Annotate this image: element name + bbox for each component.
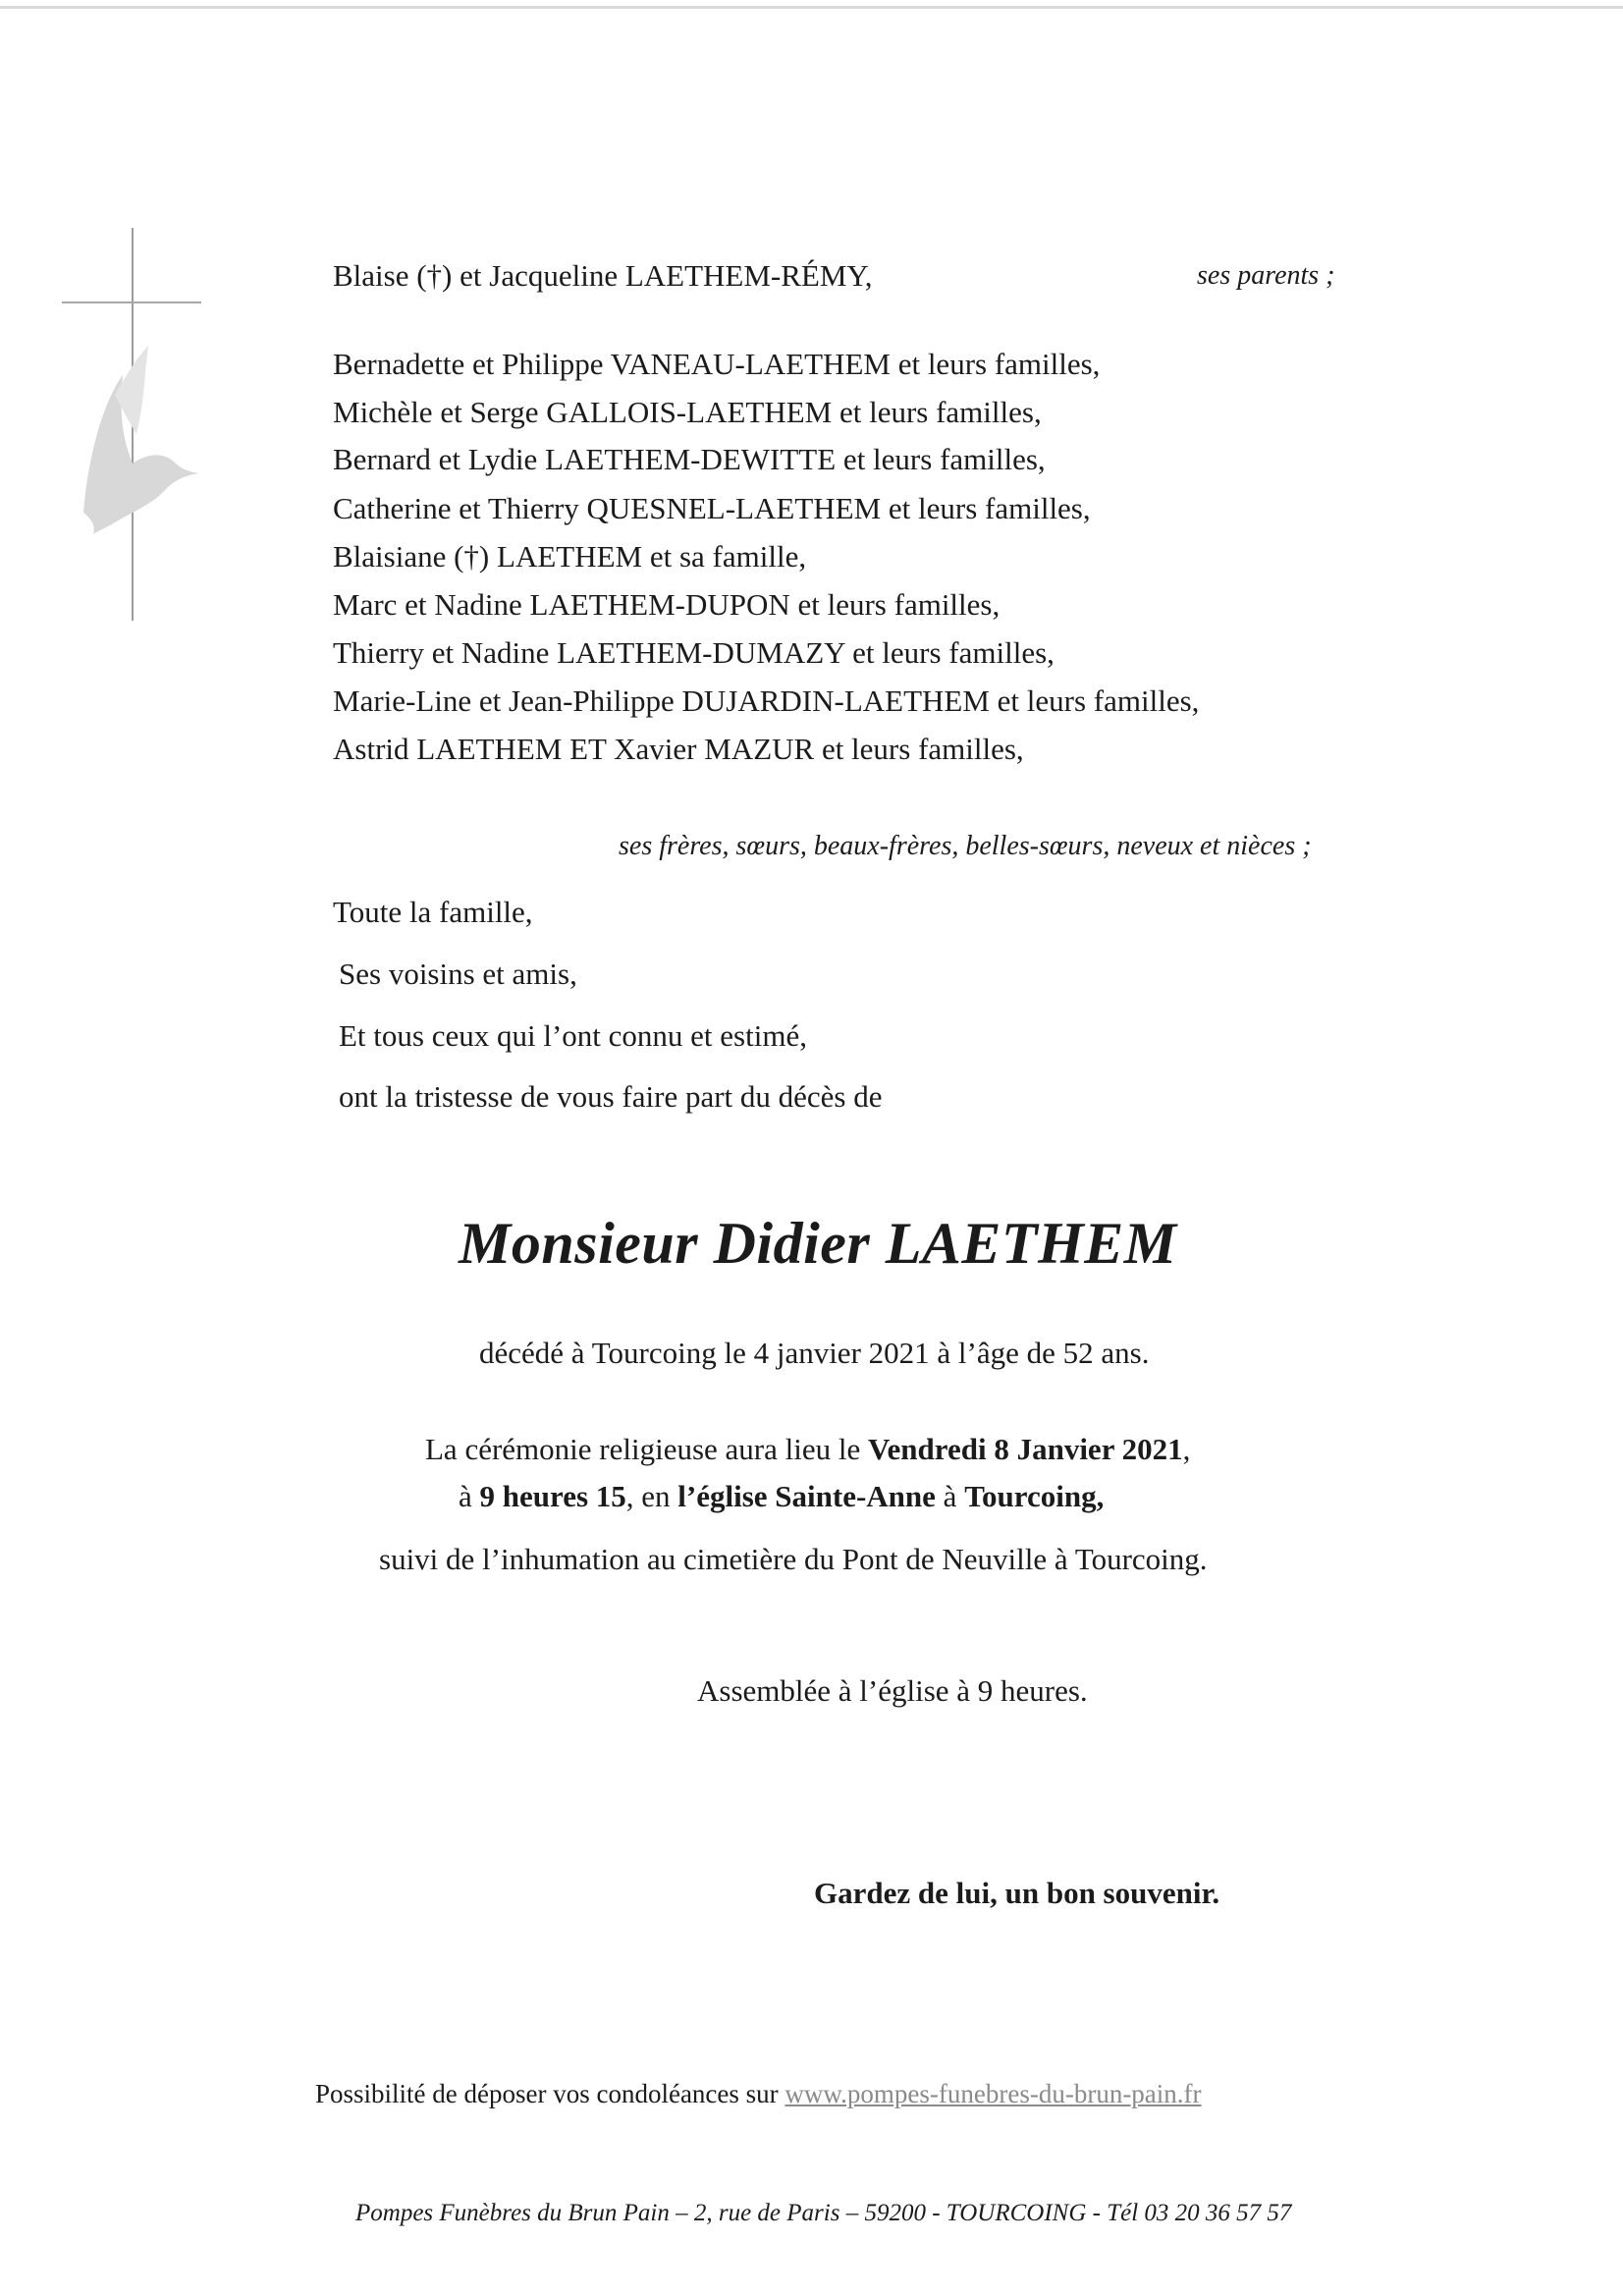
- page-top-edge: [0, 6, 1623, 9]
- parents-role: ses parents ;: [1197, 260, 1335, 291]
- sibling-line: Marc et Nadine LAETHEM-DUPON et leurs familles,: [333, 587, 1001, 622]
- ceremony-text: ,: [1182, 1432, 1191, 1466]
- sibling-line: Catherine et Thierry QUESNEL-LAETHEM et leurs familles,: [333, 491, 1091, 525]
- condolences-line: [315, 2079, 1202, 2109]
- ceremony-text: La cérémonie religieuse aura lieu le: [425, 1432, 868, 1466]
- deceased-name: Monsieur Didier LAETHEM: [459, 1211, 1177, 1276]
- cross-dove-emblem: [54, 228, 221, 621]
- ceremony-city: Tourcoing,: [964, 1479, 1105, 1513]
- others-line: Ses voisins et amis,: [339, 957, 577, 991]
- ceremony-line-3: suivi de l’inhumation au cimetière du Pont de Neuville à Tourcoing.: [379, 1542, 1208, 1576]
- funeral-home-footer: Pompes Funèbres du Brun Pain – 2, rue de Paris – 59200 - TOURCOING - Tél 03 20 36 57 57: [355, 2200, 1292, 2226]
- others-line: Toute la famille,: [333, 895, 533, 929]
- condolences-text: Possibilité de déposer vos condoléances sur: [315, 2079, 785, 2108]
- ceremony-text: à: [459, 1479, 480, 1513]
- condolences-link[interactable]: www.pompes-funebres-du-brun-pain.fr: [784, 2079, 1202, 2108]
- ceremony-line-2: [459, 1481, 1104, 1511]
- others-line: ont la tristesse de vous faire part du décès de: [339, 1079, 883, 1114]
- sibling-line: Marie-Line et Jean-Philippe DUJARDIN-LAETHEM et leurs familles,: [333, 683, 1200, 718]
- sibling-line: Bernard et Lydie LAETHEM-DEWITTE et leurs familles,: [333, 442, 1046, 476]
- parents-line: Blaise (†) et Jacqueline LAETHEM-RÉMY,: [333, 258, 873, 293]
- ceremony-line-1: [425, 1434, 1190, 1464]
- ceremony-date: Vendredi 8 Janvier 2021: [867, 1432, 1183, 1466]
- sibling-line: Astrid LAETHEM ET Xavier MAZUR et leurs familles,: [333, 732, 1024, 766]
- assembly-note: Assemblée à l’église à 9 heures.: [697, 1673, 1088, 1708]
- sibling-line: Thierry et Nadine LAETHEM-DUMAZY et leurs familles,: [333, 635, 1055, 670]
- ceremony-time: 9 heures 15: [479, 1479, 626, 1513]
- sibling-line: Bernadette et Philippe VANEAU-LAETHEM et leurs familles,: [333, 347, 1101, 381]
- ceremony-church: l’église Sainte-Anne: [677, 1479, 936, 1513]
- closing-phrase: Gardez de lui, un bon souvenir.: [814, 1876, 1220, 1910]
- siblings-role: ses frères, sœurs, beaux-frères, belles-sœurs, neveux et nièces ;: [619, 831, 1312, 861]
- sibling-line: Michèle et Serge GALLOIS-LAETHEM et leurs familles,: [333, 395, 1042, 429]
- sibling-line: Blaisiane (†) LAETHEM et sa famille,: [333, 539, 807, 574]
- ceremony-text: à: [935, 1479, 965, 1513]
- ceremony-text: , en: [625, 1479, 678, 1513]
- others-line: Et tous ceux qui l’ont connu et estimé,: [339, 1018, 807, 1053]
- dove-icon: [83, 346, 199, 534]
- death-notice: décédé à Tourcoing le 4 janvier 2021 à l’âge de 52 ans.: [479, 1336, 1150, 1370]
